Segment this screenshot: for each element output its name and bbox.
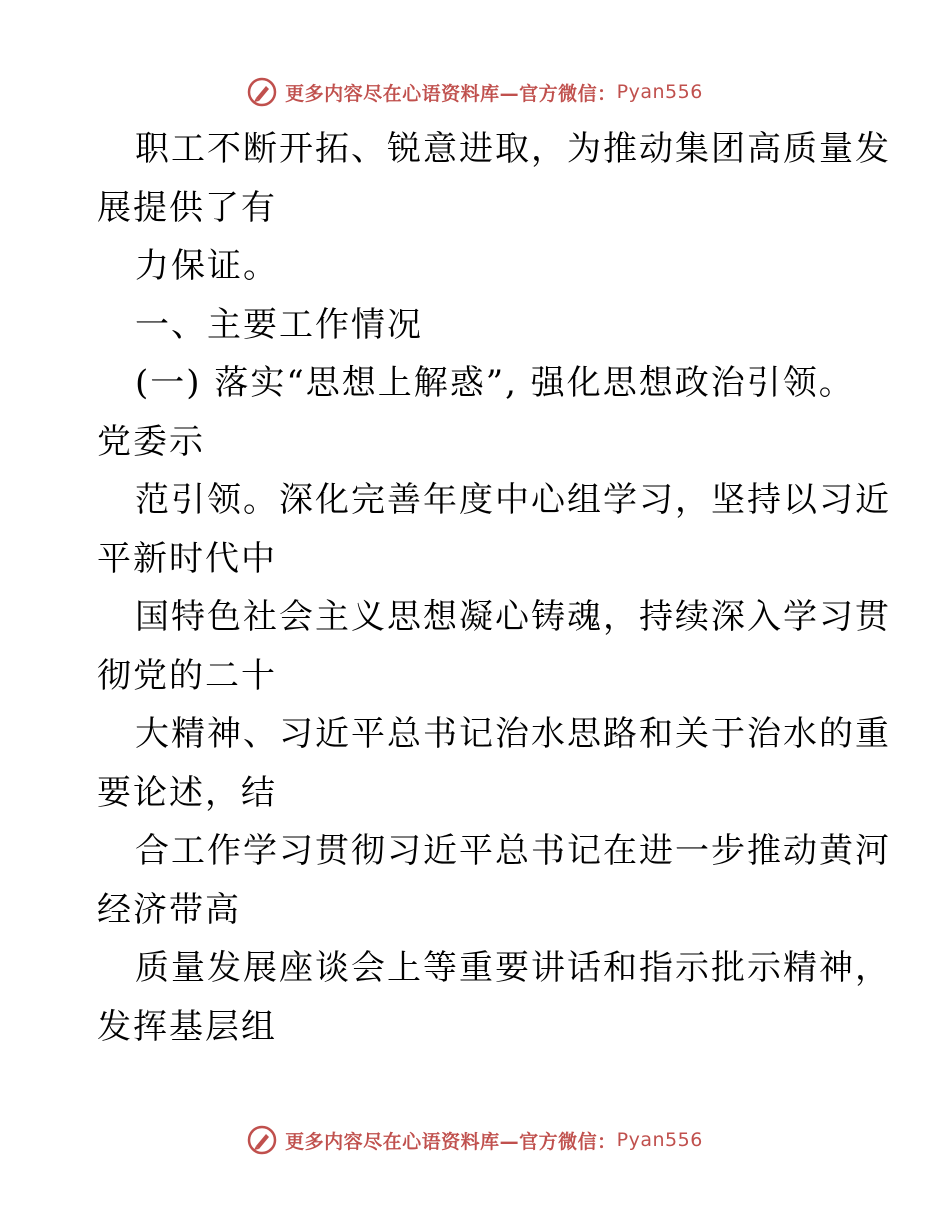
header-banner [0, 72, 950, 112]
body-line: 范引领。深化完善年度中心组学习，坚持以习近 [135, 480, 891, 520]
body-line: 展提供了有 [97, 187, 277, 228]
header-wechat-id: Pyan556 [616, 81, 703, 103]
pen-logo-icon [247, 77, 277, 107]
section-heading: 一、主要工作情况 [135, 304, 423, 345]
body-line: 质量发展座谈会上等重要讲话和指示批示精神， [135, 948, 891, 988]
body-line: 发挥基层组 [97, 1006, 277, 1047]
body-line: 合工作学习贯彻习近平总书记在进一步推动黄河 [135, 831, 891, 871]
header-banner-text: 更多内容尽在心语资料库—官方微信： [285, 82, 617, 105]
footer-wechat-id: Pyan556 [616, 1129, 703, 1151]
body-line: 党委示 [97, 421, 205, 462]
document-body [97, 120, 891, 1056]
body-line: 国特色社会主义思想凝心铸魂，持续深入学习贯 [135, 597, 891, 637]
subsection-heading: (一) 落实“思想上解惑”, 强化思想政治引领。 [135, 363, 855, 403]
body-line: 大精神、习近平总书记治水思路和关于治水的重 [135, 714, 891, 754]
body-line: 要论述，结 [97, 772, 277, 813]
pen-logo-icon [247, 1125, 277, 1155]
body-line: 力保证。 [135, 246, 279, 286]
footer-banner [0, 1120, 950, 1160]
footer-banner-text: 更多内容尽在心语资料库—官方微信： [285, 1130, 617, 1153]
body-line: 彻党的二十 [97, 655, 277, 696]
body-line: 经济带高 [97, 889, 241, 930]
body-line: 平新时代中 [97, 538, 277, 579]
body-line: 职工不断开拓、锐意进取，为推动集团高质量发 [135, 129, 891, 169]
